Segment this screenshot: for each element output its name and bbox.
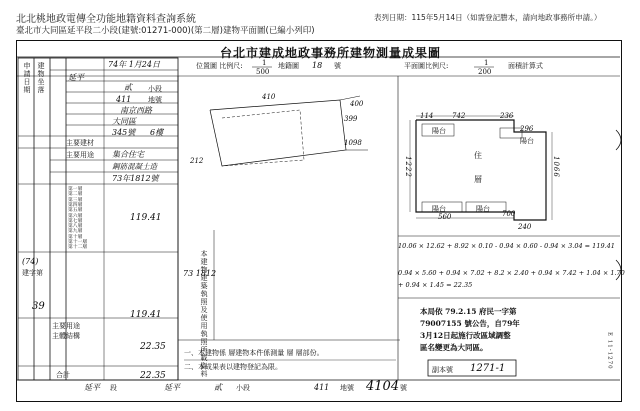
plan-scale-den: 200 (478, 68, 492, 76)
use-label: 主要用途 (66, 151, 94, 159)
floor-row-label: 第九層 (68, 229, 83, 235)
usage-row-1: 主要用途 (52, 322, 80, 330)
dim-bottom-b: 700 (502, 210, 516, 218)
sheet-suffix: 號 (334, 62, 341, 70)
footer-building-suffix: 號 (400, 384, 407, 392)
site-dim-4: 1098 (344, 139, 362, 147)
room-label-4: 陽台 (476, 205, 490, 213)
floor-row-label: 第十層 (68, 234, 83, 240)
stamp-value: 1271-1 (470, 363, 506, 374)
balcony-area: 22.35 (140, 342, 166, 352)
use-value: 集合住宅 (112, 150, 144, 159)
district-value: 延平 (68, 73, 84, 82)
footer-district-2: 延平 (164, 383, 180, 392)
dim-top-a: 742 (452, 112, 466, 120)
ratio-detail: 建字第 (22, 269, 43, 277)
usage-row-2: 主體結構 (52, 332, 80, 340)
center-label-2: 層 (474, 175, 482, 184)
location-scale-den: 500 (256, 68, 270, 76)
total-area: 22.35 (140, 371, 166, 381)
dim-bottom-a: 560 (438, 213, 452, 221)
center-label: 住 (474, 151, 482, 160)
permit-numbers: 73 1812 (183, 269, 217, 278)
stamp-label: 副本號 (432, 366, 453, 374)
road-value: 南京西路 (120, 106, 152, 115)
site-dim-2: 400 (350, 100, 364, 108)
floor-row-label: 第五層 (68, 208, 83, 214)
floor-row-label: 第二層 (68, 192, 83, 198)
house-number: 345號 (112, 128, 136, 137)
site-dim-1: 410 (262, 93, 276, 101)
dim-right: 1066 (552, 156, 560, 178)
calc-line-1: 10.06 × 12.62 + 8.92 × 0.10 - 0.94 × 0.60 - 0.94 × 3.04 = 119.41 (398, 242, 615, 250)
floor-row-label: 第八層 (68, 224, 83, 230)
plan-scale-num: 1 (484, 59, 489, 67)
room-label-1: 陽台 (432, 127, 446, 135)
print-note: 表列日期：115年5月14日（如需登記謄本，請向地政事務所申請。） (374, 13, 602, 22)
approval-1: 本局依 79.2.15 府民一字第 (420, 307, 517, 316)
dim-bottom-c: 240 (518, 223, 532, 231)
approval-4: 區名變更為大同區。 (420, 343, 488, 352)
survey-date: 74年 1月24日 (108, 60, 160, 69)
area-main: 119.41 (130, 213, 162, 223)
system-title: 北北桃地政電傳全功能地籍資料查詢系統 (16, 14, 196, 25)
lot-label: 地號 (148, 96, 162, 104)
note-2: 二、本成果表以建物登記為限。 (184, 363, 282, 371)
lane-value: 大同區 (112, 117, 136, 126)
permit-note: 本建物建築執照及使用執照所載資料 (200, 250, 208, 378)
location-scale-num: 1 (262, 59, 267, 67)
dim-top-c: 296 (520, 125, 534, 133)
dim-top-b: 236 (500, 112, 514, 120)
floor-row-label: 第四層 (68, 202, 83, 208)
record-caption: 臺北市大同區延平段二小段(建號:01271-000)(第二層)建物平面圖(已編小列印) (16, 26, 315, 36)
calc-line-2: 0.94 × 5.60 + 0.94 × 7.02 + 8.2 × 2.40 + 0.94 × 7.42 + 1.04 × 1.70 (398, 269, 625, 277)
footer-section: 段 (110, 384, 117, 392)
footer-lot: 411 (314, 383, 330, 392)
area-unit: 面積計算式 (508, 62, 543, 70)
room-label-2: 陽台 (520, 137, 534, 145)
ratio-code: (74) (22, 257, 39, 266)
completion-value: 73年1812號 (112, 174, 159, 183)
dim-left: 1222 (404, 156, 412, 178)
permit-no: 39 (32, 301, 45, 312)
room-label-3: 陽台 (432, 205, 446, 213)
footer-subsection-suffix: 小段 (236, 384, 250, 392)
calc-line-3: + 0.94 × 1.45 = 22.35 (398, 281, 473, 289)
material-value: 鋼筋混凝土造 (112, 162, 157, 171)
survey-date-label: 申請日期 (23, 62, 31, 94)
document-title: 台北市建成地政事務所建物測量成果圖 (220, 46, 442, 60)
site-dim-5: 212 (190, 157, 204, 165)
location-label: 建物坐落 (37, 62, 45, 94)
footer-district: 延平 (84, 383, 100, 392)
approval-2: 79007155 號公告，自79年 (420, 319, 520, 328)
corner-code: E 11-1270 (606, 332, 613, 370)
house-floor: 6樓 (150, 128, 164, 137)
floor-row-label: 第六層 (68, 213, 83, 219)
dim-top-left: 114 (420, 112, 434, 120)
subsection-value: 貳 (124, 83, 132, 92)
floor-row-label: 第十二層 (68, 245, 88, 251)
footer-subsection: 貳 (214, 383, 222, 392)
site-dim-3: 399 (344, 115, 358, 123)
structure-label: 主要建材 (66, 139, 94, 147)
sheet-label: 地籍圖 (278, 62, 299, 70)
footer-lot-suffix: 地號 (340, 384, 354, 392)
location-scale-label: 位置圖 比例尺: (196, 62, 243, 70)
approval-3: 3月12日起施行改區域調整 (420, 331, 511, 340)
total-label: 合計 (56, 371, 70, 379)
sheet-no: 18 (312, 61, 323, 70)
plan-scale-label: 平面圖比例尺: (404, 62, 449, 70)
footer-building: 4104 (366, 379, 400, 394)
floor-row-label: 第七層 (68, 218, 83, 224)
floor-row-label: 第三層 (68, 197, 83, 203)
note-1: 一、本建物係 層建物本件係測量 層 層部份。 (184, 349, 324, 357)
lot-value: 411 (116, 95, 132, 104)
floor-row-label: 第一層 (68, 187, 83, 192)
subsection-label: 小段 (148, 85, 162, 93)
floor-row-label: 第十一層 (68, 240, 88, 245)
area-sub: 119.41 (130, 310, 162, 320)
